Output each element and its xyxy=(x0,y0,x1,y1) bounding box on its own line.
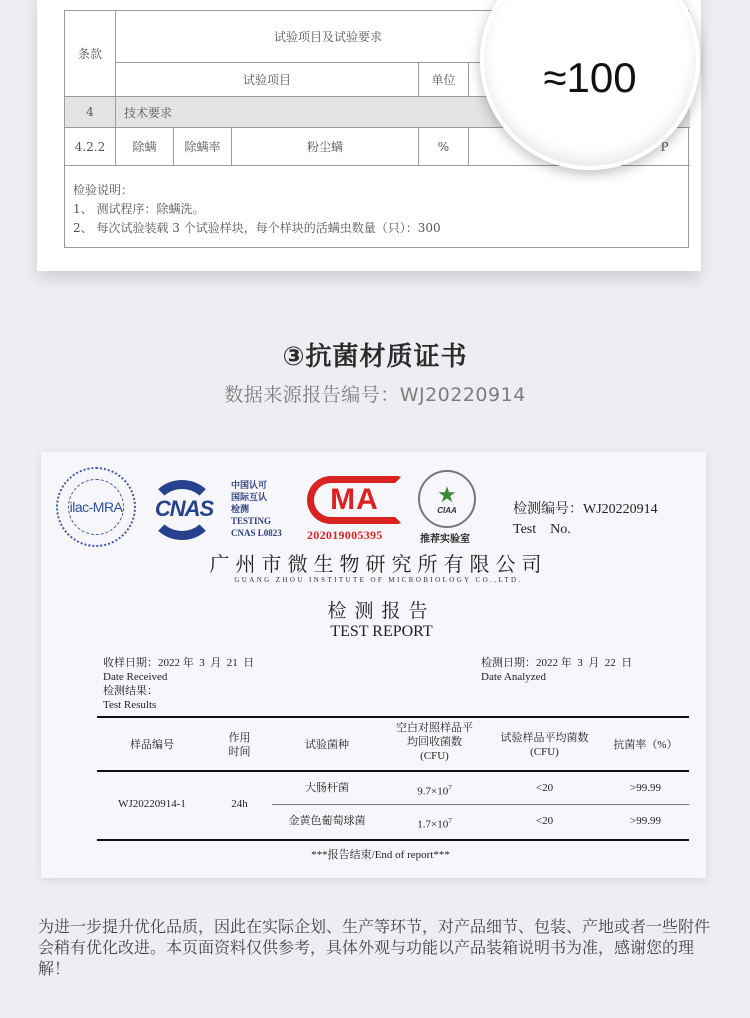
header-clause xyxy=(65,11,116,96)
mite-test-certificate xyxy=(37,0,701,271)
institute-name-cn: 广州市微生物研究所有限公司 xyxy=(209,554,548,576)
cnas-line: 检测 xyxy=(231,504,250,514)
data-result-label: P xyxy=(660,139,669,154)
col-time xyxy=(207,731,272,759)
report-title-cn: 检测报告 xyxy=(327,601,436,622)
results-label: 检测结果： xyxy=(103,685,158,697)
data-metric-label: 除螨率 xyxy=(184,140,221,154)
test-no-value: WJ20220914 xyxy=(583,502,658,517)
institute-name-en: GUANG ZHOU INSTITUTE OF MICROBIOLOGY CO.,LTD. xyxy=(234,576,523,584)
report-meta-right xyxy=(481,656,632,684)
ilac-logo-text: ilac-MRA xyxy=(69,499,123,515)
date-received-en: Date Received xyxy=(103,671,168,683)
col-strain: 试验菌种 xyxy=(305,739,349,751)
header-clause-label: 条款 xyxy=(77,47,102,61)
star-icon: ★ xyxy=(437,481,457,507)
col-blank-l2: 均回收菌数 xyxy=(407,736,462,748)
data-clause-label: 4.2.2 xyxy=(74,139,106,154)
row-rate: >99.99 xyxy=(630,815,661,827)
test-notes xyxy=(73,181,441,238)
row-test: <20 xyxy=(535,815,554,827)
section-clause-label: 4 xyxy=(86,105,94,119)
end-of-report: ***报告结束/End of report*** xyxy=(311,849,450,861)
test-no-label: 检测编号： xyxy=(513,502,583,517)
row-rate: >99.99 xyxy=(630,782,661,794)
col-blank-l3: (CFU) xyxy=(420,750,449,762)
table-row xyxy=(97,805,689,837)
report-title-en: TEST REPORT xyxy=(330,623,433,640)
col-blank-l1: 空白对照样品平 xyxy=(396,722,473,734)
section-title: ③抗菌材质证书 xyxy=(282,342,468,372)
test-no-label-en: Test No. xyxy=(513,522,571,537)
col-sample-no: 样品编号 xyxy=(130,739,174,751)
cma-number: 202019005395 xyxy=(307,528,383,542)
data-clause xyxy=(65,128,116,166)
cnas-line: 中国认可 xyxy=(231,480,268,490)
ciaa-logo xyxy=(418,470,476,528)
sample-time: 24h xyxy=(231,798,248,810)
cnas-line: TESTING xyxy=(231,516,272,526)
cnas-line: CNAS L0823 xyxy=(231,528,282,538)
data-unit xyxy=(419,128,469,166)
col-test xyxy=(487,731,602,759)
section-label: 技术要求 xyxy=(124,105,173,120)
data-subject-label: 粉尘螨 xyxy=(306,140,343,154)
results-table-header xyxy=(97,720,689,772)
table-row xyxy=(97,772,689,804)
notes-line: 1、 测试程序：除螨洗。 xyxy=(73,202,205,216)
date-received: 收样日期：2022 年 3 月 21 日 xyxy=(103,657,255,669)
blank-exponent: 7 xyxy=(448,784,452,792)
notes-line: 2、 每次试验装载 3 个试验样块，每个样块的活螨虫数量（只）：300 xyxy=(73,221,441,235)
header-item xyxy=(116,63,419,96)
cnas-accreditation-text xyxy=(231,479,282,539)
header-unit xyxy=(419,63,469,96)
results-label-en: Test Results xyxy=(103,699,157,711)
data-metric xyxy=(174,128,232,166)
row-blank xyxy=(382,781,487,799)
col-test-l1: 试验样品平均菌数 xyxy=(500,732,589,744)
blank-mantissa: 1.7×10 xyxy=(417,818,449,831)
ilac-mra-logo xyxy=(56,467,136,547)
table-top-rule xyxy=(97,716,689,718)
ciaa-logo-text: CIAA xyxy=(437,505,457,515)
blank-exponent: 7 xyxy=(448,817,452,825)
col-blank xyxy=(382,721,487,763)
header-item-label: 试验项目 xyxy=(242,73,291,87)
date-analyzed-en: Date Analyzed xyxy=(481,671,547,683)
header-group-label: 试验项目及试验要求 xyxy=(273,30,382,44)
disclaimer-note: 为进一步提升优化品质，因此在实际企划、生产等环节，对产品细节、包装、产地或者一些附件会稍有优化改进。本页面资料仅供参考，具体外观与功能以产品装箱说明书为准，感谢您的理解！ xyxy=(38,917,711,978)
ciaa-caption: 推荐实验室 xyxy=(420,534,470,545)
row-strain: 大肠杆菌 xyxy=(305,782,349,794)
test-report-certificate xyxy=(41,452,706,878)
section-subtitle: 数据来源报告编号：WJ20220914 xyxy=(224,384,526,406)
cma-logo-text: MA xyxy=(330,483,379,516)
cma-logo xyxy=(307,476,402,524)
cnas-logo-text: CNAS xyxy=(144,496,224,522)
header-unit-label: 单位 xyxy=(431,73,456,87)
date-analyzed: 检测日期：2022 年 3 月 22 日 xyxy=(481,657,633,669)
row-test: <20 xyxy=(535,782,554,794)
row-blank xyxy=(382,814,487,832)
cnas-logo xyxy=(144,480,222,540)
notes-title: 检验说明： xyxy=(73,183,134,197)
blank-mantissa: 9.7×10 xyxy=(417,785,449,798)
section-row-label xyxy=(116,96,416,128)
row-strain: 金黄色葡萄球菌 xyxy=(288,815,366,827)
col-rate: 抗菌率（%） xyxy=(613,739,678,751)
section-row-clause xyxy=(65,96,116,128)
col-time-l2: 时间 xyxy=(228,746,251,758)
report-meta-left xyxy=(103,656,254,712)
col-time-l1: 作用 xyxy=(228,732,251,744)
cnas-line: 国际互认 xyxy=(231,492,268,502)
sample-no: WJ20220914-1 xyxy=(118,798,186,810)
data-subject xyxy=(232,128,419,166)
magnified-value: ≈100 xyxy=(543,54,637,101)
table-bottom-rule xyxy=(97,839,689,841)
col-test-l2: (CFU) xyxy=(530,746,559,758)
test-number xyxy=(513,500,658,540)
data-category xyxy=(116,128,174,166)
data-unit-label: % xyxy=(437,139,450,154)
data-category-label: 除螨 xyxy=(132,140,157,154)
